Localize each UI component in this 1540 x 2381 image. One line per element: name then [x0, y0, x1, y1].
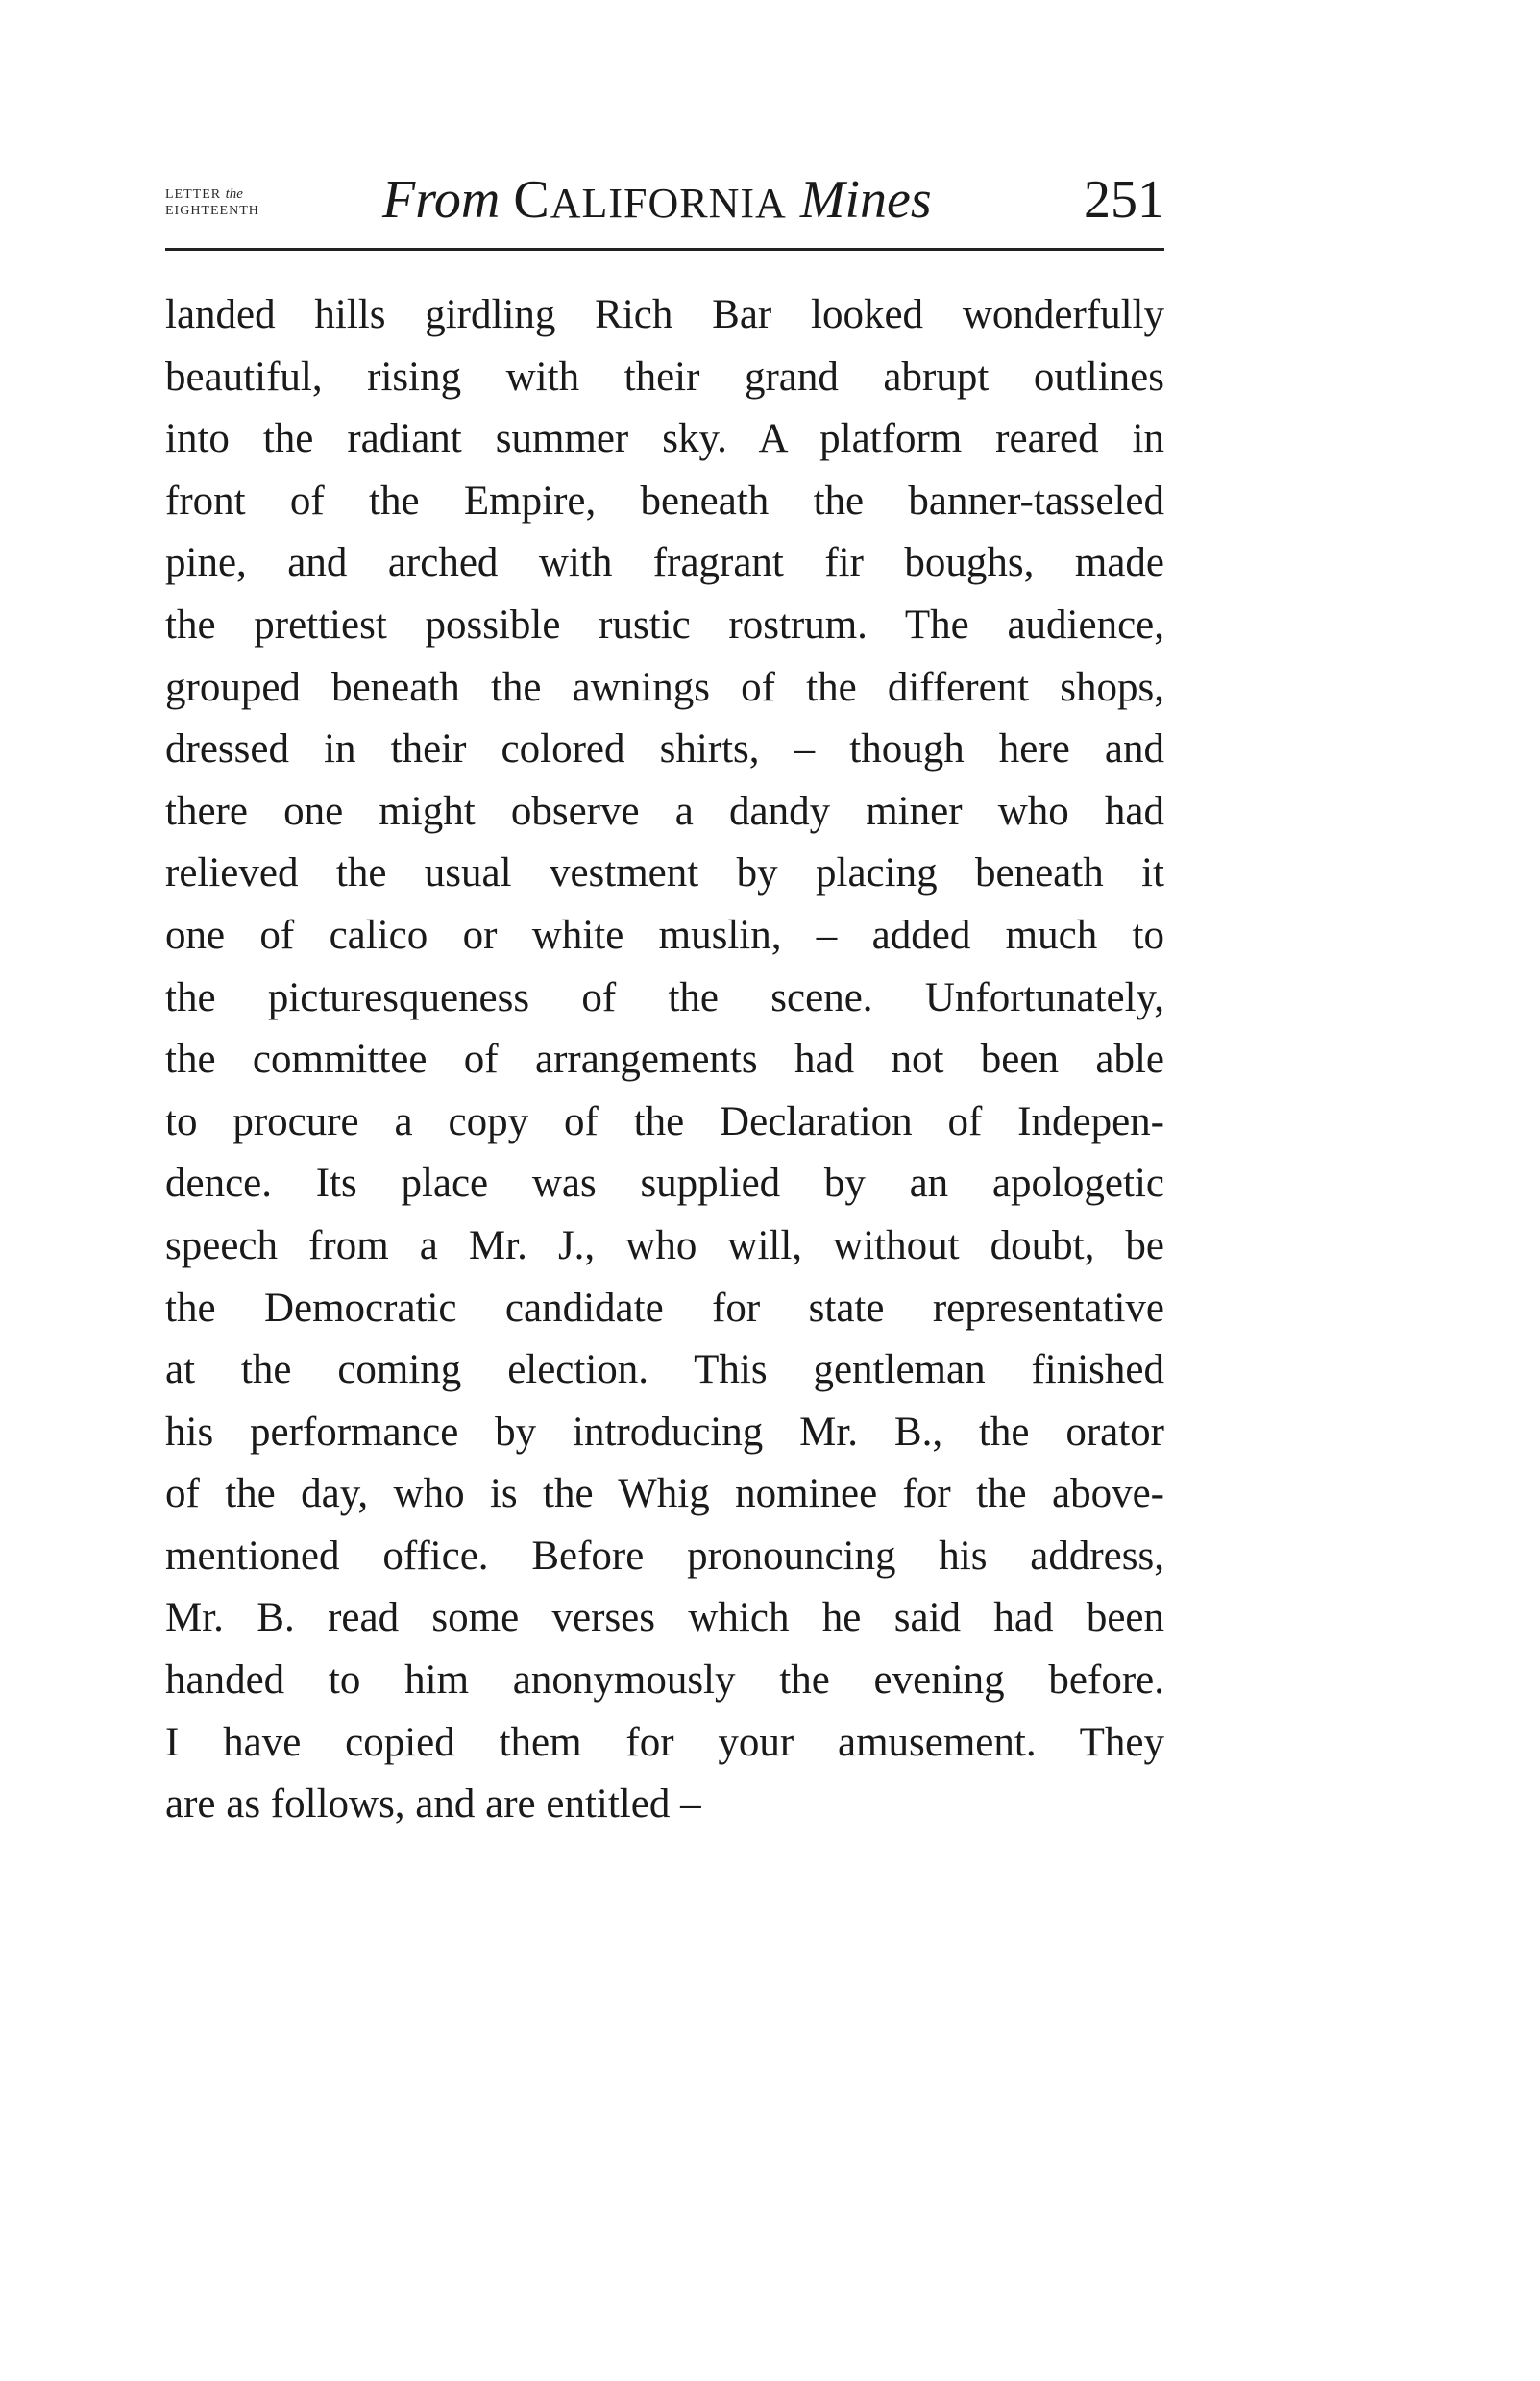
text-line: grouped beneath the awnings of the different shops, — [165, 664, 1164, 710]
section-label-line1: LETTER the — [165, 186, 243, 202]
text-line: the prettiest possible rustic rostrum. The audience, — [165, 601, 1164, 648]
text-line: there one might observe a dandy miner who had — [165, 788, 1164, 834]
title-main: CALIFORNIA — [513, 170, 787, 230]
text-line: handed to him anonymously the evening before. — [165, 1657, 1164, 1704]
text-line: beautiful, rising with their grand abrupt outlines — [165, 354, 1164, 400]
text-line: dence. Its place was supplied by an apologetic — [165, 1161, 1164, 1207]
text-line: mentioned office. Before pronouncing his address, — [165, 1533, 1164, 1579]
text-line: relieved the usual vestment by placing beneath it — [165, 850, 1164, 896]
text-line: speech from a Mr. J., who will, without doubt, be — [165, 1222, 1164, 1268]
text-line: landed hills girdling Rich Bar looked wonderfully — [165, 292, 1164, 337]
text-line: the committee of arrangements had not been able — [165, 1037, 1164, 1083]
text-line: dressed in their colored shirts, – though here and — [165, 726, 1164, 773]
text-line: pine, and arched with fragrant fir boughs, made — [165, 540, 1164, 586]
text-line: one of calico or white muslin, – added much to — [165, 912, 1164, 958]
running-head — [165, 165, 1164, 250]
text-line: I have copied them for your amusement. They — [165, 1719, 1164, 1765]
text-line: to procure a copy of the Declaration of Indepen- — [165, 1098, 1164, 1144]
text-line: the Democratic candidate for state representative — [165, 1285, 1164, 1331]
text-line: of the day, who is the Whig nominee for the above- — [165, 1471, 1164, 1517]
text-line: the picturesqueness of the scene. Unfortunately, — [165, 974, 1164, 1020]
title-suffix: Mines — [799, 170, 932, 230]
title-prefix: From — [382, 170, 501, 230]
body-text — [165, 284, 1164, 1836]
text-line: into the radiant summer sky. A platform reared in — [165, 416, 1164, 462]
header-rule — [165, 248, 1164, 251]
section-label-line2: EIGHTEENTH — [165, 204, 259, 218]
text-line: at the coming election. This gentleman finished — [165, 1347, 1164, 1393]
section-label — [165, 186, 319, 219]
text-line-last: are as follows, and are entitled – — [165, 1781, 701, 1828]
text-line: Mr. B. read some verses which he said had been — [165, 1595, 1164, 1641]
text-line: front of the Empire, beneath the banner-tasseled — [165, 478, 1164, 524]
text-line: his performance by introducing Mr. B., the orator — [165, 1409, 1164, 1455]
page-number: 251 — [1084, 170, 1164, 230]
running-head-title — [382, 165, 932, 238]
